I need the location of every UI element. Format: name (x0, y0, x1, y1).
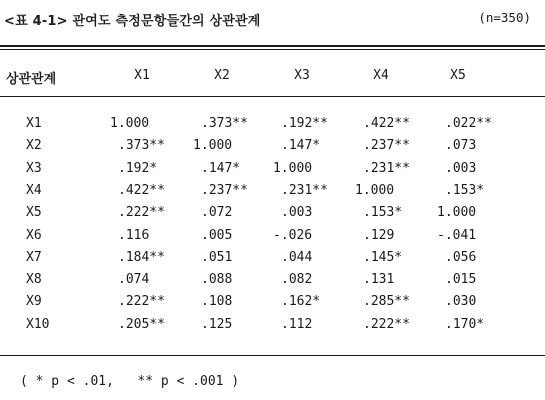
table-cell: .003 (445, 160, 477, 176)
header-rule (0, 96, 545, 97)
table-cell: .112 (281, 316, 313, 332)
table-cell: .003 (281, 205, 313, 221)
significance-footnote: ( * p < .01, ** p < .001 ) (20, 374, 240, 389)
table-cell: .222** (118, 294, 165, 310)
table-cell: .015 (445, 272, 477, 288)
table-title: <표 4-1> 관여도 측정문항들간의 상관관계 (4, 14, 261, 29)
table-cell: .422** (118, 182, 165, 198)
table-cell: 1.000 (355, 182, 395, 198)
table-cell: .082 (281, 272, 313, 288)
table-cell: .237** (363, 138, 410, 154)
table-cell: .074 (118, 272, 150, 288)
bottom-rule (0, 355, 545, 356)
corner-header: 상관관계 (6, 72, 57, 87)
table-row (0, 247, 545, 269)
table-cell: .237** (201, 182, 248, 198)
table-cell: .231** (281, 182, 328, 198)
table-cell: 1.000 (437, 205, 477, 221)
table-cell: .131 (363, 272, 395, 288)
table-cell: .005 (201, 227, 233, 243)
table-cell: .116 (118, 227, 150, 243)
table-row (0, 202, 545, 224)
row-label: X7 (26, 249, 42, 265)
table-cell: .285** (363, 294, 410, 310)
table-cell: .231** (363, 160, 410, 176)
table-cell: .056 (445, 249, 477, 265)
table-cell: .192** (281, 116, 328, 131)
table-cell: .162* (281, 294, 321, 310)
row-label: X1 (26, 116, 42, 131)
table-row (0, 158, 545, 180)
top-rule-thick (0, 45, 545, 47)
table-cell: .051 (201, 249, 233, 265)
table-row (0, 269, 545, 291)
table-row (0, 314, 545, 336)
row-label: X2 (26, 138, 42, 154)
row-label: X6 (26, 227, 42, 243)
table-cell: -.026 (273, 227, 313, 243)
table-cell: .153* (445, 182, 485, 198)
row-label: X8 (26, 272, 42, 288)
row-label: X3 (26, 160, 42, 176)
table-cell: -.041 (437, 227, 477, 243)
table-cell: .145* (363, 249, 403, 265)
table-cell: .147* (201, 160, 241, 176)
table-cell: 1.000 (110, 116, 150, 131)
table-cell: .073 (445, 138, 477, 154)
column-header-x5: X5 (450, 68, 466, 83)
column-header-x1: X1 (134, 68, 150, 83)
row-label: X5 (26, 205, 42, 221)
column-header-x2: X2 (214, 68, 230, 83)
table-cell: .422** (363, 116, 410, 131)
table-cell: .125 (201, 316, 233, 332)
row-label: X10 (26, 316, 50, 332)
table-cell: .088 (201, 272, 233, 288)
column-header-x4: X4 (373, 68, 389, 83)
table-row (0, 225, 545, 247)
table-cell: .222** (118, 205, 165, 221)
table-cell: .222** (363, 316, 410, 332)
table-cell: .030 (445, 294, 477, 310)
table-cell: .147* (281, 138, 321, 154)
table-row (0, 135, 545, 157)
table-cell: .373** (118, 138, 165, 154)
table-cell: .153* (363, 205, 403, 221)
sample-size-note: (n=350) (478, 10, 531, 25)
table-cell: 1.000 (273, 160, 313, 176)
table-cell: .170* (445, 316, 485, 332)
table-cell: 1.000 (193, 138, 233, 154)
table-cell: .072 (201, 205, 233, 221)
table-cell: .373** (201, 116, 248, 131)
table-row (0, 180, 545, 202)
table-cell: .205** (118, 316, 165, 332)
table-row (0, 291, 545, 313)
row-label: X9 (26, 294, 42, 310)
table-cell: .192* (118, 160, 158, 176)
table-cell: .129 (363, 227, 395, 243)
column-header-x3: X3 (294, 68, 310, 83)
table-cell: .184** (118, 249, 165, 265)
table-cell: .022** (445, 116, 492, 131)
table-cell: .044 (281, 249, 313, 265)
row-label: X4 (26, 182, 42, 198)
table-cell: .108 (201, 294, 233, 310)
top-rule-thin (0, 49, 545, 50)
table-row (0, 113, 545, 135)
